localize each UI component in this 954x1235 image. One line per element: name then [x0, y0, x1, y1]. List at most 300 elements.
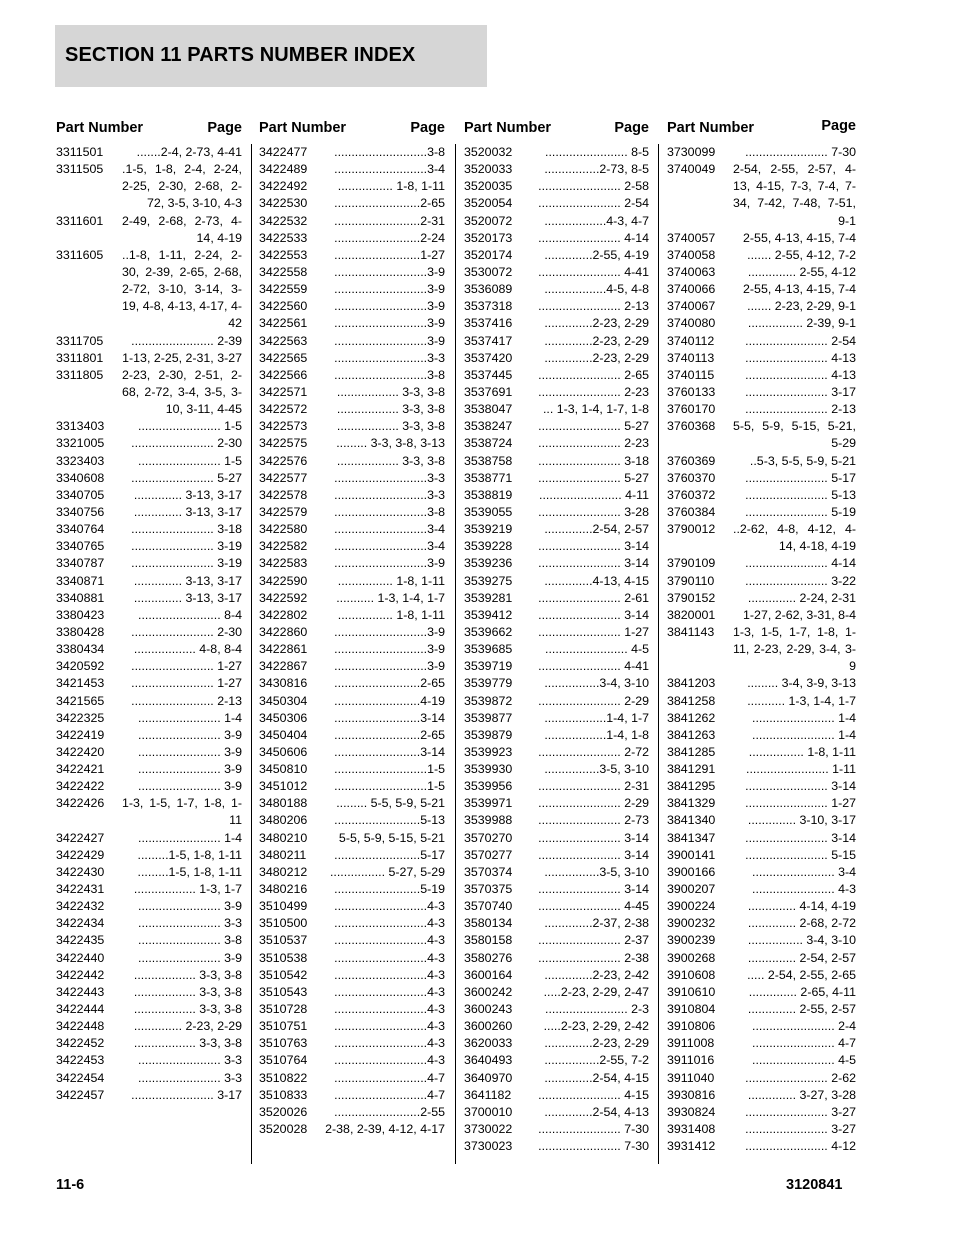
- index-entry: [259, 658, 445, 675]
- part-number: 3539236: [464, 556, 513, 571]
- part-number: 3570374: [464, 864, 513, 879]
- part-number: 3539879: [464, 727, 513, 742]
- index-entry: [259, 761, 445, 778]
- index-entry: [667, 795, 856, 812]
- part-number: 3422867: [259, 659, 308, 674]
- part-number: 3480206: [259, 813, 308, 828]
- index-entry: [464, 401, 649, 418]
- index-entry: [667, 607, 856, 624]
- index-entry: [464, 1121, 649, 1138]
- part-number: 3841258: [667, 693, 716, 708]
- index-entry: [56, 1087, 242, 1104]
- part-number: 3420592: [56, 659, 105, 674]
- page-reference: ......... 3-4, 3-9, 3-13: [747, 676, 856, 691]
- index-entry: [464, 350, 649, 367]
- page-reference: ........................ 4-13: [745, 367, 856, 382]
- page-reference: ................3-5, 3-10: [544, 864, 649, 879]
- index-entry: [56, 538, 242, 555]
- page-reference: ..2-62, 4-8, 4-12, 4-14, 4-18, 4-19: [733, 522, 856, 554]
- page-reference: ........................ 3-28: [538, 504, 649, 519]
- index-column: [464, 120, 649, 1165]
- page-reference: 1-27, 2-62, 3-31, 8-4: [743, 607, 856, 622]
- part-number: 3790109: [667, 556, 716, 571]
- part-number: 3480211: [259, 847, 307, 862]
- page-reference: ...........................3-3: [334, 350, 445, 365]
- index-entry: [464, 658, 649, 675]
- page-reference: ........................ 5-19: [745, 504, 856, 519]
- part-number: 3537420: [464, 350, 513, 365]
- index-entry: [259, 727, 445, 744]
- index-entry: [667, 1035, 856, 1052]
- page-reference: ................ 2-39, 9-1: [747, 316, 856, 331]
- part-number: 3539930: [464, 762, 513, 777]
- part-number: 3911016: [667, 1053, 715, 1068]
- index-entry: [464, 778, 649, 795]
- part-number: 3422422: [56, 779, 105, 794]
- index-entry: [464, 1018, 649, 1035]
- part-number: 3340765: [56, 539, 105, 554]
- part-number: 3480188: [259, 796, 308, 811]
- page-reference: ........................ 4-3: [752, 882, 856, 897]
- page-reference: ...........................3-9: [334, 556, 445, 571]
- index-entry: [56, 144, 242, 161]
- index-entry: [259, 435, 445, 452]
- page-reference: ........................ 8-4: [138, 607, 242, 622]
- part-number: 3931408: [667, 1122, 716, 1137]
- page-reference: .................. 3-3, 3-8: [336, 384, 445, 399]
- part-number: 3841295: [667, 779, 716, 794]
- part-number-heading: Part Number: [667, 120, 755, 136]
- part-number: 3450306: [259, 710, 308, 725]
- part-number: 3520026: [259, 1104, 308, 1119]
- part-number: 3790152: [667, 590, 716, 605]
- part-number: 3422431: [56, 882, 105, 897]
- part-number: 3539275: [464, 573, 513, 588]
- part-number: 3740080: [667, 316, 716, 331]
- part-number: 3538247: [464, 419, 513, 434]
- part-number: 3422454: [56, 1070, 105, 1085]
- part-number: 3422553: [259, 247, 308, 262]
- page-reference: ...........................3-9: [334, 659, 445, 674]
- index-entry: [259, 675, 445, 692]
- page-reference: .......2-4, 2-73, 4-41: [136, 145, 242, 159]
- column-header: [56, 120, 242, 144]
- index-entry: [667, 1018, 856, 1035]
- page-reference: ........................ 5-27: [538, 470, 649, 485]
- part-number: 3570277: [464, 847, 513, 862]
- index-entry: [56, 470, 242, 487]
- part-number: 3451012: [259, 779, 308, 794]
- page-reference: ........................ 1-4: [138, 710, 242, 725]
- page-reference: ......... 3-3, 3-8, 3-13: [336, 436, 445, 451]
- page-reference: 2-55, 4-13, 4-15, 7-4: [743, 230, 856, 245]
- index-entry: [259, 487, 445, 504]
- index-entry: [259, 590, 445, 607]
- index-entry: [667, 778, 856, 795]
- part-number-heading: Part Number: [56, 120, 144, 136]
- part-number: 3450404: [259, 727, 308, 742]
- page-reference: ........................ 3-9: [138, 744, 242, 759]
- page-reference: .............. 3-13, 3-17: [133, 487, 242, 502]
- part-number: 3570375: [464, 882, 513, 897]
- part-number: 3536089: [464, 282, 513, 297]
- index-entry: [56, 881, 242, 898]
- index-entry: [667, 315, 856, 332]
- part-number: 3539662: [464, 624, 513, 639]
- page-reference: ........................ 2-73: [538, 813, 649, 828]
- index-entry: [56, 1001, 242, 1018]
- page-reference: ........................ 2-30: [131, 436, 242, 451]
- part-number: 3538771: [464, 470, 513, 485]
- page-reference: .........................2-65: [334, 676, 445, 691]
- page-reference: ..................4-3, 4-7: [544, 213, 649, 228]
- part-number: 3740049: [667, 162, 716, 177]
- page-reference: ........................ 4-11: [539, 487, 649, 502]
- part-number: 3740113: [667, 350, 715, 365]
- page-reference: ..................1-4, 1-7: [544, 710, 649, 725]
- part-number: 3311805: [56, 367, 104, 382]
- index-entry: [259, 1018, 445, 1035]
- index-entry: [667, 1052, 856, 1069]
- index-entry: [667, 693, 856, 710]
- part-number: 3422448: [56, 1019, 105, 1034]
- page-reference: ..............2-37, 2-38: [544, 916, 649, 931]
- index-entry: [464, 967, 649, 984]
- page-reference: ........................ 4-15: [538, 1087, 649, 1102]
- part-number: 3421565: [56, 693, 105, 708]
- page-reference: .................. 3-3, 3-8: [133, 984, 242, 999]
- page-reference: ........................ 3-19: [131, 556, 242, 571]
- page-reference: ........................ 1-4: [752, 710, 856, 725]
- page-reference: .........................5-17: [334, 847, 445, 862]
- page-reference: ...........................3-4: [334, 162, 445, 177]
- part-number: 3537691: [464, 384, 513, 399]
- page-reference: ........................ 3-27: [745, 1104, 856, 1119]
- part-number: 3422420: [56, 744, 105, 759]
- index-entry: [464, 727, 649, 744]
- index-entry: [259, 195, 445, 212]
- index-entry: [259, 744, 445, 761]
- page-reference: ........................ 2-29: [538, 693, 649, 708]
- index-entry: [464, 367, 649, 384]
- part-number: 3480210: [259, 830, 308, 845]
- page-reference: ........................ 5-15: [745, 847, 856, 862]
- page-heading: Page: [410, 120, 445, 136]
- part-number: 3520035: [464, 179, 513, 194]
- index-entry: [259, 213, 445, 230]
- page-reference: ........................ 3-17: [131, 1087, 242, 1102]
- part-number: 3422802: [259, 607, 308, 622]
- index-entry: [56, 1035, 242, 1052]
- page-reference: 2-54, 2-55, 2-57, 4-13, 4-15, 7-3, 7-4, 7-34, 7-42, 7-48, 7-51, 9-1: [733, 162, 856, 228]
- page-reference: ........................ 3-17: [745, 384, 856, 399]
- part-number: 3760133: [667, 384, 716, 399]
- index-entry: [259, 1121, 445, 1138]
- part-number: 3422532: [259, 213, 308, 228]
- part-number: 3422533: [259, 230, 308, 245]
- index-column: [667, 120, 856, 1165]
- page-reference: ................2-55, 7-2: [544, 1053, 649, 1068]
- page-reference: .........................3-14: [334, 744, 445, 759]
- part-number: 3422577: [259, 470, 308, 485]
- page-reference: ........................ 3-22: [745, 573, 856, 588]
- index-entry: [464, 950, 649, 967]
- index-entry: [464, 487, 649, 504]
- index-entry: [464, 932, 649, 949]
- page-reference: ........................ 2-13: [538, 299, 649, 314]
- part-number: 3841203: [667, 676, 716, 691]
- part-number: 3380423: [56, 607, 105, 622]
- part-number: 3510542: [259, 967, 308, 982]
- page-reference: ...........................4-3: [334, 1053, 445, 1068]
- page-reference: .............. 2-54, 2-57: [747, 950, 856, 965]
- part-number: 3520054: [464, 196, 513, 211]
- page-reference: ...........................4-3: [334, 899, 445, 914]
- index-entry: [259, 1104, 445, 1121]
- index-entry: [259, 915, 445, 932]
- index-entry: [56, 418, 242, 435]
- page-reference: ....... 2-55, 4-12, 7-2: [747, 247, 856, 262]
- part-number: 3760369: [667, 453, 716, 468]
- part-number: 3422432: [56, 899, 105, 914]
- page-reference: ........................ 4-41: [538, 264, 649, 279]
- page-reference: .............. 3-13, 3-17: [133, 504, 242, 519]
- part-number: 3380428: [56, 624, 105, 639]
- index-entry: [56, 984, 242, 1001]
- index-entry: [464, 624, 649, 641]
- page-reference: ...........................4-7: [334, 1070, 445, 1085]
- part-number: 3740066: [667, 282, 716, 297]
- page-reference: .........................4-19: [334, 693, 445, 708]
- index-entry: [56, 1070, 242, 1087]
- index-entry: [56, 847, 242, 864]
- part-number: 3422325: [56, 710, 105, 725]
- index-entry: [259, 1035, 445, 1052]
- page-reference: ........................ 8-5: [545, 145, 649, 159]
- part-number: 3700010: [464, 1104, 513, 1119]
- part-number: 3422530: [259, 196, 308, 211]
- part-number: 3520032: [464, 145, 513, 159]
- part-number: 3422579: [259, 504, 308, 519]
- part-number: 3311505: [56, 162, 104, 177]
- page-reference: ..............2-54, 4-15: [544, 1070, 649, 1085]
- part-number: 3790012: [667, 522, 716, 537]
- page-reference: ........................ 2-3: [545, 1002, 649, 1017]
- index-entry: [56, 898, 242, 915]
- part-number: 3380434: [56, 642, 105, 657]
- page-reference: .............. 2-55, 2-57: [747, 1002, 856, 1017]
- part-number: 3730023: [464, 1139, 513, 1154]
- index-entry: [56, 795, 242, 829]
- index-entry: [56, 693, 242, 710]
- page-reference: 2-38, 2-39, 4-12, 4-17: [325, 1122, 445, 1137]
- part-number: 3910804: [667, 1002, 716, 1017]
- page-reference: .............. 2-68, 2-72: [747, 916, 856, 931]
- index-entry: [259, 401, 445, 418]
- page-reference: ........................ 5-17: [745, 470, 856, 485]
- part-number: 3422566: [259, 367, 308, 382]
- index-entry: [259, 830, 445, 847]
- index-entry: [259, 607, 445, 624]
- index-entry: [56, 830, 242, 847]
- page-reference: .................. 1-3, 1-7: [133, 882, 242, 897]
- index-entry: [259, 624, 445, 641]
- index-entry: [56, 778, 242, 795]
- page-reference: ...........................3-8: [334, 504, 445, 519]
- page-reference: ........................ 3-3: [138, 916, 242, 931]
- part-number: 3510822: [259, 1070, 308, 1085]
- part-number: 3422560: [259, 299, 308, 314]
- part-number: 3321005: [56, 436, 105, 451]
- page-reference: .................. 3-3, 3-8: [336, 453, 445, 468]
- part-number: 3820001: [667, 607, 716, 622]
- index-entry: [464, 607, 649, 624]
- page-reference: ........................ 2-37: [538, 933, 649, 948]
- index-entry: [259, 1070, 445, 1087]
- index-entry: [56, 710, 242, 727]
- part-number: 3510538: [259, 950, 308, 965]
- index-entry: [667, 864, 856, 881]
- page-reference: ........................ 1-27: [131, 676, 242, 691]
- page-reference: 2-23, 2-30, 2-51, 2-68, 2-72, 3-4, 3-5, 3-10, 3-11, 4-45: [122, 367, 242, 417]
- part-number: 3580158: [464, 933, 513, 948]
- index-entry: [667, 812, 856, 829]
- part-number: 3900141: [667, 847, 716, 862]
- index-entry: [667, 830, 856, 847]
- part-number: 3931412: [667, 1139, 716, 1154]
- page-reference: ........................ 3-9: [138, 727, 242, 742]
- part-number: 3580276: [464, 950, 513, 965]
- index-entry: [464, 675, 649, 692]
- index-entry: [667, 247, 856, 264]
- page-reference: ........................ 2-23: [538, 384, 649, 399]
- page-reference: ........................ 1-4: [138, 830, 242, 845]
- part-number: 3311705: [56, 333, 104, 348]
- part-number: 3600243: [464, 1002, 513, 1017]
- part-number: 3422559: [259, 282, 308, 297]
- index-entry: [56, 367, 242, 418]
- page-reference: ..... 2-54, 2-55, 2-65: [747, 967, 856, 982]
- part-number: 3422558: [259, 264, 308, 279]
- page-reference: ..............2-23, 2-29: [544, 1036, 649, 1051]
- page-reference: ........................ 4-5: [545, 642, 649, 657]
- part-number: 3340705: [56, 487, 105, 502]
- page-reference: ........................ 4-14: [538, 230, 649, 245]
- part-number: 3422429: [56, 847, 105, 862]
- index-entry: [667, 161, 856, 230]
- entry-list: [259, 144, 445, 1138]
- index-entry: [464, 521, 649, 538]
- part-number: 3340756: [56, 504, 105, 519]
- index-entry: [464, 710, 649, 727]
- index-entry: [667, 281, 856, 298]
- index-entry: [259, 1001, 445, 1018]
- part-number: 3450606: [259, 744, 308, 759]
- index-entry: [667, 898, 856, 915]
- part-number: 3841329: [667, 796, 716, 811]
- page-reference: .............. 4-14, 4-19: [747, 899, 856, 914]
- part-number: 3900239: [667, 933, 716, 948]
- part-number: 3539219: [464, 522, 513, 537]
- part-number: 3600260: [464, 1019, 513, 1034]
- page-reference: .............. 3-13, 3-17: [133, 590, 242, 605]
- index-entry: [464, 418, 649, 435]
- page-reference: ........................ 3-27: [745, 1122, 856, 1137]
- part-number: 3760372: [667, 487, 716, 502]
- page-reference: ................ 3-4, 3-10: [747, 933, 856, 948]
- part-number: 3620033: [464, 1036, 513, 1051]
- index-entry: [56, 573, 242, 590]
- index-entry: [56, 247, 242, 333]
- index-entry: [259, 812, 445, 829]
- page-reference: ........................ 2-38: [538, 950, 649, 965]
- index-entry: [259, 350, 445, 367]
- index-entry: [464, 812, 649, 829]
- page-reference: ...........................4-3: [334, 967, 445, 982]
- index-entry: [56, 607, 242, 624]
- page-reference: 2-49, 2-68, 2-73, 4-14, 4-19: [122, 213, 242, 245]
- page-reference: ........................ 2-13: [131, 693, 242, 708]
- part-number: 3422565: [259, 350, 308, 365]
- page-reference: ...........................3-3: [334, 470, 445, 485]
- index-entry: [56, 950, 242, 967]
- page-reference: ...........................4-3: [334, 984, 445, 999]
- index-column: [56, 120, 242, 1165]
- part-number: 3537445: [464, 367, 513, 382]
- page-reference: .1-5, 1-8, 2-4, 2-24, 2-25, 2-30, 2-68, 2-72, 3-5, 3-10, 4-3: [122, 162, 242, 211]
- index-entry: [259, 470, 445, 487]
- part-number: 3539412: [464, 607, 513, 622]
- index-entry: [667, 727, 856, 744]
- index-entry: [464, 795, 649, 812]
- index-entry: [259, 881, 445, 898]
- index-entry: [259, 778, 445, 795]
- part-number: 3510764: [259, 1053, 308, 1068]
- index-entry: [667, 1138, 856, 1155]
- index-entry: [259, 230, 445, 247]
- index-entry: [259, 898, 445, 915]
- page-title: SECTION 11 PARTS NUMBER INDEX: [65, 44, 416, 66]
- part-number: 3311605: [56, 247, 104, 262]
- part-number: 3740057: [667, 230, 716, 245]
- part-number: 3311601: [56, 213, 104, 228]
- index-entry: [56, 521, 242, 538]
- part-number: 3340608: [56, 470, 105, 485]
- part-number: 3539228: [464, 539, 513, 554]
- page-reference: 5-5, 5-9, 5-15, 5-21, 5-29: [733, 419, 856, 451]
- index-entry: [667, 573, 856, 590]
- page-reference: ........................ 2-65: [538, 367, 649, 382]
- page-reference: ...........................4-3: [334, 1002, 445, 1017]
- index-entry: [56, 487, 242, 504]
- page-reference: ........................ 7-30: [538, 1122, 649, 1137]
- page-reference: .................. 3-3, 3-8: [336, 419, 445, 434]
- part-number: 3539877: [464, 710, 513, 725]
- page-reference: ........................ 1-5: [138, 419, 242, 434]
- page-reference: ........................ 4-14: [745, 556, 856, 571]
- index-entry: [259, 144, 445, 161]
- part-number: 3430816: [259, 676, 308, 691]
- page-reference: .............. 3-27, 3-28: [747, 1087, 856, 1102]
- page-reference: ........................ 3-18: [131, 522, 242, 537]
- index-entry: [56, 675, 242, 692]
- part-number: 3323403: [56, 453, 105, 468]
- page-reference: ........................ 3-3: [138, 1070, 242, 1085]
- index-entry: [56, 915, 242, 932]
- index-entry: [667, 230, 856, 247]
- index-entry: [464, 333, 649, 350]
- page-reference: ........................ 1-5: [138, 453, 242, 468]
